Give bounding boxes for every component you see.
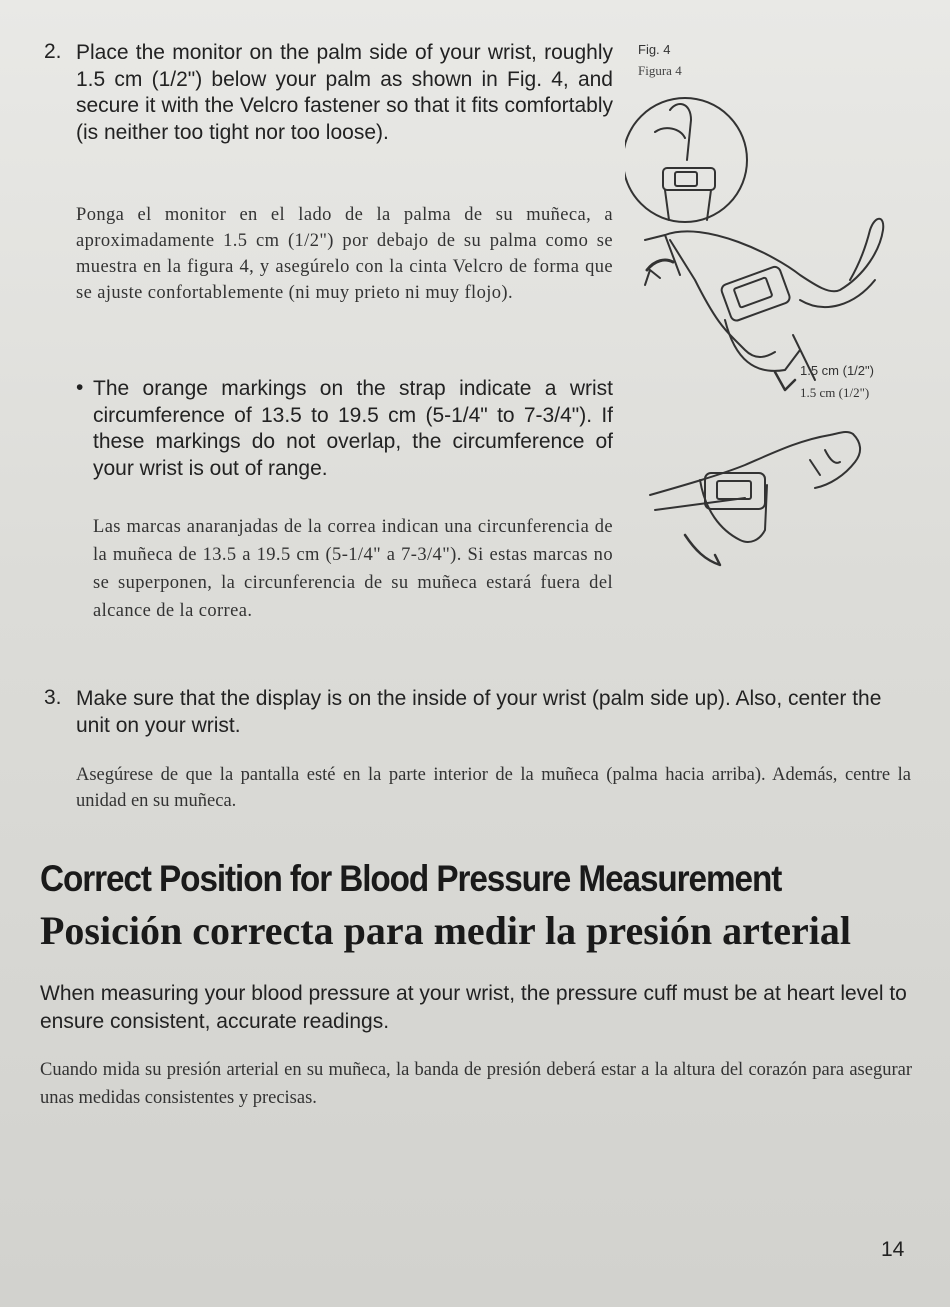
step-2-text-en: Place the monitor on the palm side of your wrist, roughly 1.5 cm (1/2") below your palm as shown in Fig. 4, and secure it with the Velcro fastener so that it fits comfortably (is neither too tight nor too loose). [76,41,613,144]
wrist-monitor-illustration [625,90,925,590]
step-3-number: 3. [44,686,62,709]
page-number: 14 [881,1238,905,1261]
section-heading-es: Posición correcta para medir la presión arterial [40,908,851,953]
step-3-text-en: Make sure that the display is on the inside of your wrist (palm side up). Also, center the unit on your wrist. [76,687,882,737]
measurement-label-es: 1.5 cm (1/2") [800,385,870,400]
bullet-text-es: Las marcas anaranjadas de la correa indican una circunferencia de la muñeca de 13.5 a 19.5 cm (5-1/4" a 7-3/4"). Si estas marcas no se superponen, la circunferencia de su muñeca estará fuera del alcance de la correa. [93,517,613,621]
measurement-label-en: 1.5 cm (1/2") [800,363,874,378]
section-heading-en: Correct Position for Blood Pressure Measurement [40,858,782,899]
figure-label-en: Fig. 4 [638,42,671,57]
section-body-en: When measuring your blood pressure at your wrist, the pressure cuff must be at heart level to ensure consistent, accurate readings. [40,982,907,1033]
strap-fastened-drawing [650,432,860,565]
step-3-text-es: Asegúrese de que la pantalla esté en la parte interior de la muñeca (palma hacia arriba). Además, centre la unidad en su muñeca. [76,765,911,811]
section-body-es: Cuando mida su presión arterial en su muñeca, la banda de presión deberá estar a la altura del corazón para asegurar unas medidas consistentes y precisas. [40,1060,912,1108]
bullet-mark: • [76,376,84,399]
figure-label-es: Figura 4 [638,63,682,78]
inset-circle-detail [625,98,747,222]
step-2-number: 2. [44,40,62,63]
bullet-text-en: The orange markings on the strap indicate a wrist circumference of 13.5 to 19.5 cm (5-1/4" to 7-3/4"). If these markings do not overlap, the circumference of your wrist is out of range. [93,377,613,480]
step-2-text-es: Ponga el monitor en el lado de la palma de su muñeca, a aproximadamente 1.5 cm (1/2") por debajo de su palma como se muestra en la figura 4, y asegúrelo con la cinta Velcro de forma que se ajuste confortablemente (ni muy prieto ni muy flojo). [76,205,613,303]
